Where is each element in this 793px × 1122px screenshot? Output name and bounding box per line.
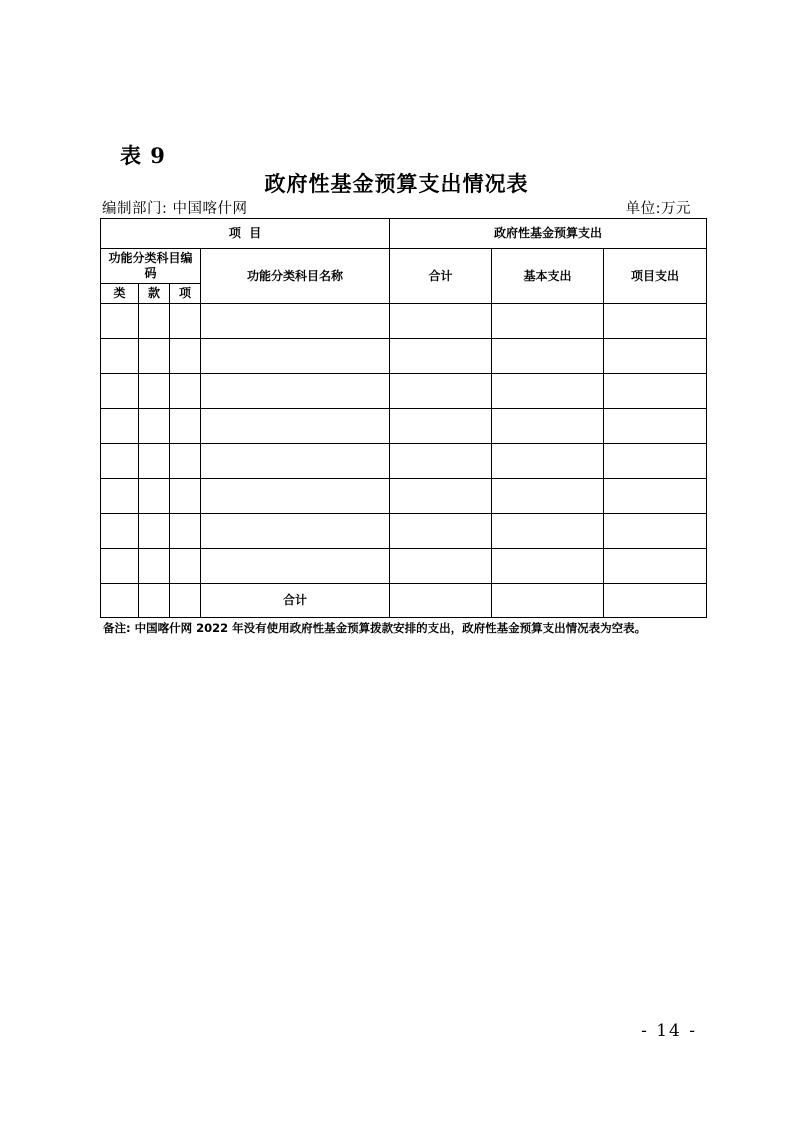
total-xiang-cell [170, 584, 201, 618]
cell-basic [492, 304, 604, 339]
project-expense-header: 项目支出 [604, 249, 707, 304]
group-header-expense: 政府性基金预算支出 [390, 219, 707, 249]
cell-lei [101, 409, 139, 444]
total-label-cell: 合计 [201, 584, 390, 618]
cell-xiang [170, 549, 201, 584]
total-lei-cell [101, 584, 139, 618]
cell-name [201, 514, 390, 549]
page-number: - 14 - [641, 1021, 697, 1041]
cell-lei [101, 479, 139, 514]
cell-name [201, 374, 390, 409]
cell-project [604, 444, 707, 479]
cell-lei [101, 339, 139, 374]
cell-basic [492, 374, 604, 409]
budget-table [100, 218, 707, 618]
cell-kuan [139, 479, 170, 514]
header-row-group [101, 219, 707, 249]
name-header: 功能分类科目名称 [201, 249, 390, 304]
cell-project [604, 409, 707, 444]
cell-basic [492, 409, 604, 444]
cell-name [201, 339, 390, 374]
cell-kuan [139, 409, 170, 444]
table-row [101, 339, 707, 374]
total-header: 合计 [390, 249, 492, 304]
cell-project [604, 479, 707, 514]
table-row [101, 444, 707, 479]
cell-lei [101, 444, 139, 479]
code-header: 功能分类科目编码 [101, 249, 201, 284]
compiler-department: 编制部门: 中国喀什网 [102, 201, 248, 217]
cell-basic [492, 339, 604, 374]
table-row [101, 514, 707, 549]
cell-lei [101, 374, 139, 409]
table-row [101, 479, 707, 514]
cell-kuan [139, 374, 170, 409]
cell-project [604, 514, 707, 549]
cell-total [390, 374, 492, 409]
cell-basic [492, 479, 604, 514]
total-row [101, 584, 707, 618]
cell-project [604, 304, 707, 339]
cell-kuan [139, 549, 170, 584]
cell-total [390, 514, 492, 549]
cell-kuan [139, 514, 170, 549]
footnote: 备注: 中国喀什网 2022 年没有使用政府性基金预算拨款安排的支出，政府性基金预算支出情况表为空表。 [103, 621, 647, 635]
page-title: 政府性基金预算支出情况表 [264, 171, 529, 196]
group-header-item: 项 目 [101, 219, 390, 249]
total-sum-cell [390, 584, 492, 618]
cell-project [604, 549, 707, 584]
basic-expense-header: 基本支出 [492, 249, 604, 304]
cell-lei [101, 304, 139, 339]
kuan-header: 款 [139, 284, 170, 304]
unit-label: 单位:万元 [625, 201, 691, 217]
cell-project [604, 374, 707, 409]
lei-header: 类 [101, 284, 139, 304]
total-kuan-cell [139, 584, 170, 618]
total-project-cell [604, 584, 707, 618]
xiang-header: 项 [170, 284, 201, 304]
cell-name [201, 409, 390, 444]
table-number-label: 表 9 [120, 143, 166, 168]
cell-total [390, 409, 492, 444]
header-row-columns [101, 249, 707, 284]
cell-name [201, 444, 390, 479]
table-row [101, 409, 707, 444]
cell-total [390, 339, 492, 374]
total-basic-cell [492, 584, 604, 618]
cell-name [201, 304, 390, 339]
cell-kuan [139, 339, 170, 374]
cell-name [201, 479, 390, 514]
cell-xiang [170, 374, 201, 409]
cell-xiang [170, 409, 201, 444]
cell-name [201, 549, 390, 584]
cell-lei [101, 514, 139, 549]
cell-project [604, 339, 707, 374]
table-row [101, 304, 707, 339]
cell-xiang [170, 444, 201, 479]
cell-xiang [170, 304, 201, 339]
cell-total [390, 549, 492, 584]
cell-xiang [170, 339, 201, 374]
cell-xiang [170, 514, 201, 549]
cell-lei [101, 549, 139, 584]
cell-total [390, 304, 492, 339]
cell-basic [492, 514, 604, 549]
table-row [101, 549, 707, 584]
cell-kuan [139, 444, 170, 479]
cell-basic [492, 444, 604, 479]
table-row [101, 374, 707, 409]
cell-basic [492, 549, 604, 584]
cell-xiang [170, 479, 201, 514]
cell-total [390, 479, 492, 514]
cell-total [390, 444, 492, 479]
cell-kuan [139, 304, 170, 339]
